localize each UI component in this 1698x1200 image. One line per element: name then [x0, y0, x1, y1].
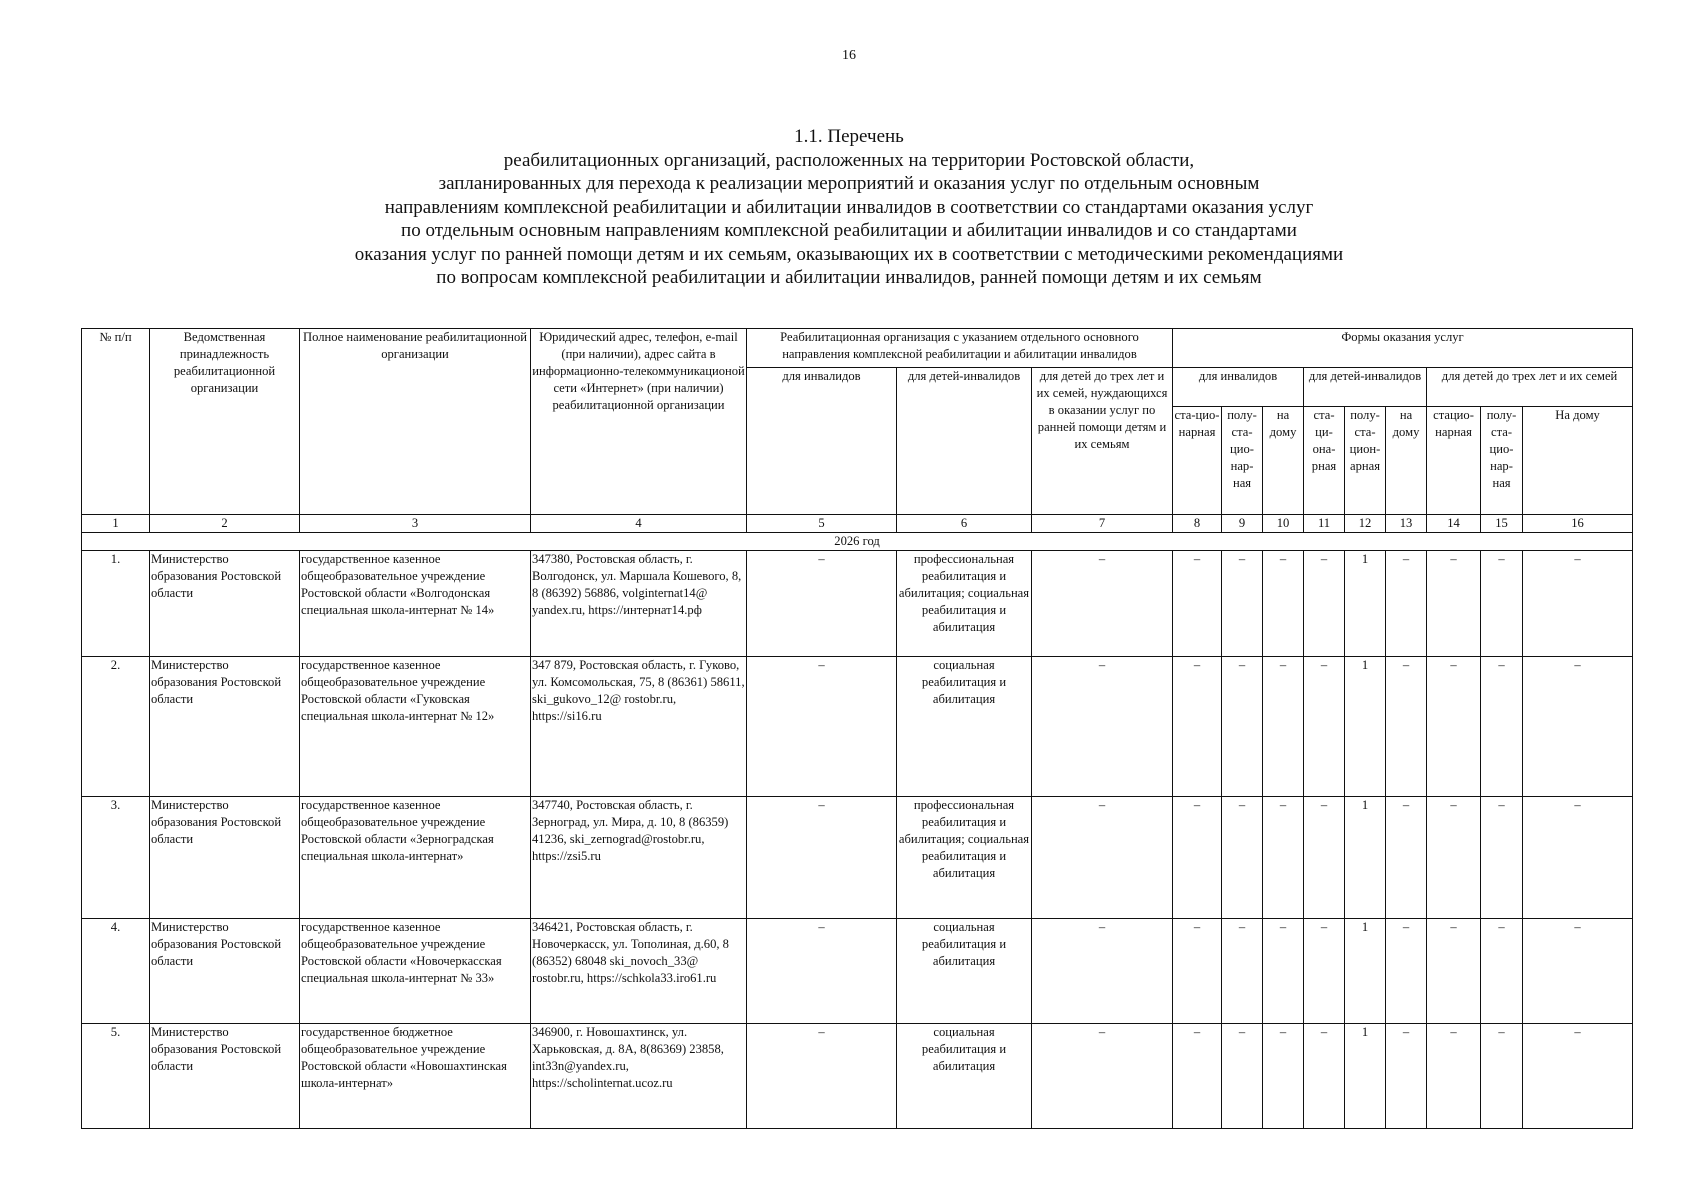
row-number: 4.	[82, 919, 150, 1024]
column-number: 7	[1032, 515, 1173, 533]
form-cell: –	[1173, 551, 1222, 657]
form-cell: 1	[1345, 797, 1386, 919]
form-cell: –	[1263, 551, 1304, 657]
form-cell: –	[1222, 1024, 1263, 1129]
title-line: реабилитационных организаций, расположенных на территории Ростовской области,	[503, 149, 1195, 171]
column-number: 2	[150, 515, 300, 533]
form-cell: –	[1173, 1024, 1222, 1129]
header-row	[82, 329, 1633, 368]
header-cell: для детей-инвалидов	[1304, 368, 1427, 407]
column-number: 9	[1222, 515, 1263, 533]
title-line: 1.1. Перечень	[794, 126, 904, 147]
form-cell: –	[1523, 919, 1633, 1024]
form-cell: –	[1304, 797, 1345, 919]
column-number: 5	[747, 515, 897, 533]
header-cell: Ведомственная принадлежность реабилитационной организации	[150, 329, 300, 515]
cell-for-disabled: –	[747, 1024, 897, 1129]
form-cell: –	[1523, 797, 1633, 919]
cell-for-disabled-children: профессиональная реабилитация и абилитация; социальная реабилитация и абилитация	[897, 551, 1032, 657]
document-title	[120, 125, 1578, 290]
cell-early-help: –	[1032, 657, 1173, 797]
form-cell: –	[1263, 1024, 1304, 1129]
form-cell: 1	[1345, 919, 1386, 1024]
year-label: 2026 год	[82, 533, 1633, 551]
column-number: 12	[1345, 515, 1386, 533]
column-number: 15	[1481, 515, 1523, 533]
ministry-cell: Министерство образования Ростовской области	[150, 919, 300, 1024]
form-cell: –	[1263, 919, 1304, 1024]
header-cell: для инвалидов	[747, 368, 897, 515]
cell-for-disabled: –	[747, 657, 897, 797]
column-number: 1	[82, 515, 150, 533]
cell-early-help: –	[1032, 551, 1173, 657]
header-cell: ста-ци-она-рная	[1304, 407, 1345, 515]
column-number: 6	[897, 515, 1032, 533]
header-cell: полу-ста-цион-арная	[1345, 407, 1386, 515]
form-cell: –	[1523, 657, 1633, 797]
column-number: 4	[531, 515, 747, 533]
header-cell: На дому	[1523, 407, 1633, 515]
cell-for-disabled-children: социальная реабилитация и абилитация	[897, 657, 1032, 797]
cell-for-disabled: –	[747, 919, 897, 1024]
form-cell: 1	[1345, 657, 1386, 797]
table-row	[82, 551, 1633, 657]
address-cell: 347 879, Ростовская область, г. Гуково, ул. Комсомольская, 75, 8 (86361) 58611, ski_gukovo_12@ rostobr.ru, https://si16.ru	[531, 657, 747, 797]
header-cell: на дому	[1263, 407, 1304, 515]
header-cell: стацио-нарная	[1427, 407, 1481, 515]
form-cell: –	[1222, 919, 1263, 1024]
form-cell: –	[1427, 919, 1481, 1024]
header-cell: Юридический адрес, телефон, e-mail (при наличии), адрес сайта в информационно-телекоммуникационой сети «Интернет» (при наличии) реабилитационной организации	[531, 329, 747, 515]
organization-name-cell: государственное бюджетное общеобразовательное учреждение Ростовской области «Новошахтинская школа-интернат»	[300, 1024, 531, 1129]
table-row	[82, 657, 1633, 797]
column-number: 16	[1523, 515, 1633, 533]
form-cell: –	[1481, 551, 1523, 657]
column-number: 14	[1427, 515, 1481, 533]
cell-early-help: –	[1032, 797, 1173, 919]
cell-early-help: –	[1032, 919, 1173, 1024]
cell-for-disabled-children: профессиональная реабилитация и абилитация; социальная реабилитация и абилитация	[897, 797, 1032, 919]
organization-name-cell: государственное казенное общеобразовательное учреждение Ростовской области «Волгодонская специальная школа-интернат № 14»	[300, 551, 531, 657]
row-number: 1.	[82, 551, 150, 657]
header-cell: для детей до трех лет и их семей, нуждающихся в оказании услуг по ранней помощи детям и их семьям	[1032, 368, 1173, 515]
year-row	[82, 533, 1633, 551]
form-cell: –	[1427, 551, 1481, 657]
page-number: 16	[842, 48, 856, 63]
title-line: по отдельным основным направлениям комплексной реабилитации и абилитации инвалидов и со стандартами	[401, 220, 1297, 241]
header-cell: ста-цио-нарная	[1173, 407, 1222, 515]
column-number: 8	[1173, 515, 1222, 533]
form-cell: –	[1304, 551, 1345, 657]
form-cell: –	[1386, 919, 1427, 1024]
address-cell: 346421, Ростовская область, г. Новочеркасск, ул. Тополиная, д.60, 8 (86352) 68048 ski_novoch_33@ rostobr.ru, https://schkola33.iro61.ru	[531, 919, 747, 1024]
column-number: 11	[1304, 515, 1345, 533]
row-number: 3.	[82, 797, 150, 919]
form-cell: –	[1304, 919, 1345, 1024]
form-cell: –	[1263, 797, 1304, 919]
column-number: 10	[1263, 515, 1304, 533]
table-row	[82, 919, 1633, 1024]
header-cell: Формы оказания услуг	[1173, 329, 1633, 368]
form-cell: –	[1222, 657, 1263, 797]
header-cell: на дому	[1386, 407, 1427, 515]
form-cell: –	[1173, 797, 1222, 919]
organization-name-cell: государственное казенное общеобразовательное учреждение Ростовской области «Гуковская специальная школа-интернат № 12»	[300, 657, 531, 797]
header-cell: полу-ста-цио-нар-ная	[1222, 407, 1263, 515]
form-cell: –	[1481, 1024, 1523, 1129]
header-cell: Реабилитационная организация с указанием отдельного основного направления комплексной реабилитации и абилитации инвалидов	[747, 329, 1173, 368]
form-cell: –	[1427, 1024, 1481, 1129]
title-line: оказания услуг по ранней помощи детям и их семьям, оказывающих их в соответствии с методическими рекомендациями	[354, 243, 1344, 265]
form-cell: –	[1481, 919, 1523, 1024]
organization-name-cell: государственное казенное общеобразовательное учреждение Ростовской области «Новочеркасская специальная школа-интернат № 33»	[300, 919, 531, 1024]
table-row	[82, 797, 1633, 919]
form-cell: –	[1173, 657, 1222, 797]
row-number: 2.	[82, 657, 150, 797]
column-number: 13	[1386, 515, 1427, 533]
form-cell: –	[1386, 551, 1427, 657]
address-cell: 347380, Ростовская область, г. Волгодонск, ул. Маршала Кошевого, 8, 8 (86392) 56886, volginternat14@ yandex.ru, https://интернат14.рф	[531, 551, 747, 657]
form-cell: –	[1386, 797, 1427, 919]
form-cell: –	[1481, 657, 1523, 797]
cell-for-disabled: –	[747, 551, 897, 657]
header-cell: для детей до трех лет и их семей	[1427, 368, 1633, 407]
form-cell: –	[1481, 797, 1523, 919]
table-row	[82, 1024, 1633, 1129]
form-cell: –	[1386, 657, 1427, 797]
header-cell: для детей-инвалидов	[897, 368, 1032, 515]
header-cell: № п/п	[82, 329, 150, 515]
form-cell: –	[1523, 1024, 1633, 1129]
form-cell: –	[1173, 919, 1222, 1024]
form-cell: –	[1263, 657, 1304, 797]
ministry-cell: Министерство образования Ростовской области	[150, 551, 300, 657]
form-cell: 1	[1345, 551, 1386, 657]
form-cell: –	[1427, 657, 1481, 797]
form-cell: 1	[1345, 1024, 1386, 1129]
form-cell: –	[1222, 797, 1263, 919]
form-cell: –	[1386, 1024, 1427, 1129]
organizations-table	[81, 328, 1633, 1129]
form-cell: –	[1523, 551, 1633, 657]
cell-for-disabled-children: социальная реабилитация и абилитация	[897, 1024, 1032, 1129]
title-line: запланированных для перехода к реализации мероприятий и оказания услуг по отдельным основным	[438, 173, 1260, 194]
organization-name-cell: государственное казенное общеобразовательное учреждение Ростовской области «Зерноградская специальная школа-интернат»	[300, 797, 531, 919]
cell-for-disabled-children: социальная реабилитация и абилитация	[897, 919, 1032, 1024]
header-cell: для инвалидов	[1173, 368, 1304, 407]
ministry-cell: Министерство образования Ростовской области	[150, 797, 300, 919]
cell-early-help: –	[1032, 1024, 1173, 1129]
ministry-cell: Министерство образования Ростовской области	[150, 1024, 300, 1129]
form-cell: –	[1304, 1024, 1345, 1129]
title-line: по вопросам комплексной реабилитации и абилитации инвалидов, ранней помощи детям и их семьям	[436, 267, 1262, 288]
form-cell: –	[1304, 657, 1345, 797]
header-cell: полу-ста-цио-нар-ная	[1481, 407, 1523, 515]
form-cell: –	[1427, 797, 1481, 919]
column-number-row	[82, 515, 1633, 533]
cell-for-disabled: –	[747, 797, 897, 919]
address-cell: 347740, Ростовская область, г. Зерноград, ул. Мира, д. 10, 8 (86359) 41236, ski_zernograd@rostobr.ru, https://zsi5.ru	[531, 797, 747, 919]
header-cell: Полное наименование реабилитационной организации	[300, 329, 531, 515]
row-number: 5.	[82, 1024, 150, 1129]
column-number: 3	[300, 515, 531, 533]
form-cell: –	[1222, 551, 1263, 657]
ministry-cell: Министерство образования Ростовской области	[150, 657, 300, 797]
title-line: направлениям комплексной реабилитации и абилитации инвалидов в соответствии со стандартами оказания услуг	[384, 196, 1314, 218]
address-cell: 346900, г. Новошахтинск, ул. Харьковская, д. 8А, 8(86369) 23858, int33n@yandex.ru, https://scholinternat.ucoz.ru	[531, 1024, 747, 1129]
